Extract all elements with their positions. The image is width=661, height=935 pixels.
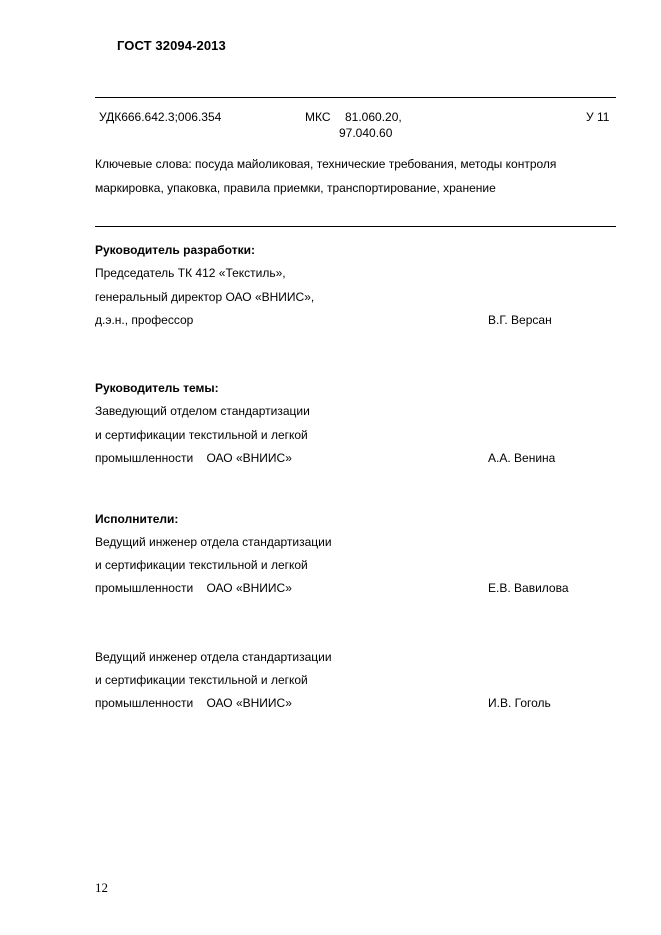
section-line: Председатель ТК 412 «Текстиль», (95, 266, 286, 280)
section-line: промышленности ОАО «ВНИИС» (95, 581, 292, 595)
udk-code: УДК666.642.3;006.354 (99, 110, 222, 124)
person-name: И.В. Гоголь (488, 696, 551, 710)
section-line: Ведущий инженер отдела стандартизации (95, 535, 332, 549)
section-line: промышленности ОАО «ВНИИС» (95, 451, 292, 465)
section-heading: Руководитель темы: (95, 381, 219, 395)
section-line: промышленности ОАО «ВНИИС» (95, 696, 292, 710)
person-name: В.Г. Версан (488, 313, 552, 327)
section-line: и сертификации текстильной и легкой (95, 428, 308, 442)
section-line: и сертификации текстильной и легкой (95, 558, 308, 572)
keywords-line-2: маркировка, упаковка, правила приемки, транспортирование, хранение (95, 181, 496, 195)
okstu-code: У 11 (586, 110, 610, 124)
mks-code-2: 97.040.60 (339, 126, 393, 140)
section-line: д.э.н., профессор (95, 313, 194, 327)
mks-code-1: 81.060.20, (345, 110, 402, 124)
keywords-line-1: Ключевые слова: посуда майоликовая, технические требования, методы контроля (95, 157, 557, 171)
page-number: 12 (95, 880, 108, 895)
person-name: А.А. Венина (488, 451, 556, 465)
section-heading: Руководитель разработки: (95, 243, 255, 257)
section-heading: Исполнители: (95, 512, 179, 526)
section-line: и сертификации текстильной и легкой (95, 673, 308, 687)
mks-label: МКС (305, 110, 331, 124)
top-divider (95, 97, 616, 98)
section-line: Заведующий отделом стандартизации (95, 404, 310, 418)
section-line: Ведущий инженер отдела стандартизации (95, 650, 332, 664)
bottom-divider (95, 226, 616, 227)
section-line: генеральный директор ОАО «ВНИИС», (95, 290, 315, 304)
person-name: Е.В. Вавилова (488, 581, 569, 595)
standard-header: ГОСТ 32094-2013 (117, 38, 226, 53)
